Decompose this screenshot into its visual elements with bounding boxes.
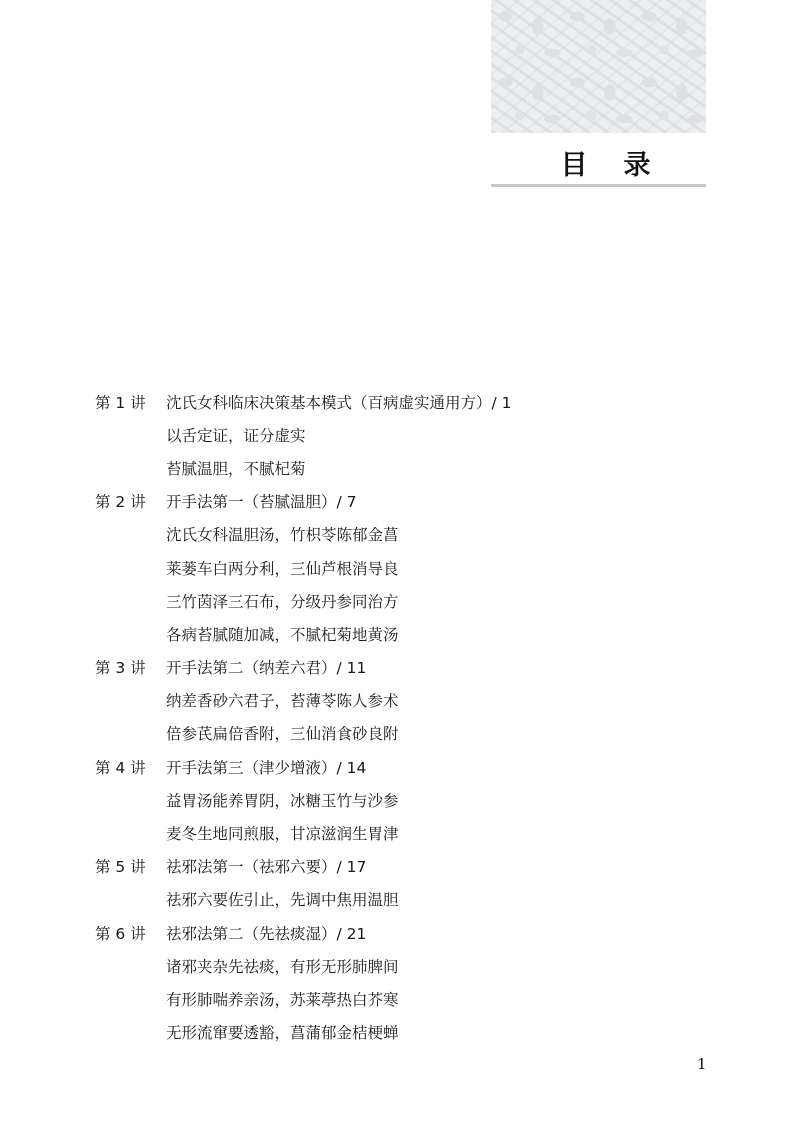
toc-subentry: 各病苔腻随加减，不腻杞菊地黄汤 — [166, 625, 399, 644]
page-title-char-1: 目 — [560, 149, 588, 181]
toc-subentry: 无形流窜要透豁，菖蒲郁金桔梗蝉 — [166, 1024, 399, 1043]
toc-entry-lecture-1[interactable] — [95, 385, 512, 418]
toc-subentry: 纳差香砂六君子，苔薄苓陈人参术 — [166, 692, 399, 711]
lecture-title: 祛邪法第一（祛邪六要）/ 17 — [166, 858, 367, 877]
page-number: 1 — [697, 1055, 707, 1073]
lecture-title: 开手法第一（苔腻温胆）/ 7 — [166, 493, 357, 512]
lecture-title: 祛邪法第二（先祛痰湿）/ 21 — [166, 924, 367, 943]
toc-subentry: 苔腻温胆，不腻杞菊 — [166, 459, 306, 478]
lecture-number: 第 6 讲 — [95, 924, 146, 943]
toc-subentry: 有形肺喘养亲汤，苏莱葶热白芥寒 — [166, 990, 399, 1009]
page-title — [491, 140, 706, 184]
lecture-number: 第 4 讲 — [95, 758, 146, 777]
toc-subentry: 祛邪六要佐引止，先调中焦用温胆 — [166, 891, 399, 910]
lecture-title: 沈氏女科临床决策基本模式（百病虚实通用方）/ 1 — [166, 393, 512, 412]
toc-entry-lecture-2[interactable] — [95, 485, 512, 518]
lecture-title: 开手法第二（纳差六君）/ 11 — [166, 659, 367, 678]
toc-subentry: 麦冬生地同煎服，甘凉滋润生胃津 — [166, 825, 399, 844]
toc-entry-lecture-5[interactable] — [95, 850, 512, 883]
title-underline-divider — [491, 184, 706, 187]
lecture-number: 第 2 讲 — [95, 493, 146, 512]
toc-subentry: 沈氏女科温胆汤，竹枳苓陈郁金菖 — [166, 526, 399, 545]
lecture-title: 开手法第三（津少增液）/ 14 — [166, 758, 367, 777]
toc-subentry: 三竹茵泽三石布，分级丹参同治方 — [166, 592, 399, 611]
page-title-char-2: 录 — [623, 149, 651, 181]
toc-subentry: 倍参芪扁倍香附，三仙消食砂良附 — [166, 725, 399, 744]
lecture-number: 第 5 讲 — [95, 858, 146, 877]
toc-subentry: 以舌定证，证分虚实 — [166, 426, 306, 445]
toc-entry-lecture-3[interactable] — [95, 651, 512, 684]
table-of-contents — [95, 385, 512, 1049]
toc-subentry: 益胃汤能养胃阴，冰糖玉竹与沙参 — [166, 791, 399, 810]
toc-entry-lecture-4[interactable] — [95, 750, 512, 783]
toc-subentry: 莱蒌车白两分利，三仙芦根消导良 — [166, 559, 399, 578]
decorative-damask-pattern — [491, 0, 706, 133]
lecture-number: 第 3 讲 — [95, 659, 146, 678]
toc-subentry: 诸邪夹杂先祛痰，有形无形肺脾间 — [166, 957, 399, 976]
lecture-number: 第 1 讲 — [95, 393, 146, 412]
toc-entry-lecture-6[interactable] — [95, 916, 512, 949]
